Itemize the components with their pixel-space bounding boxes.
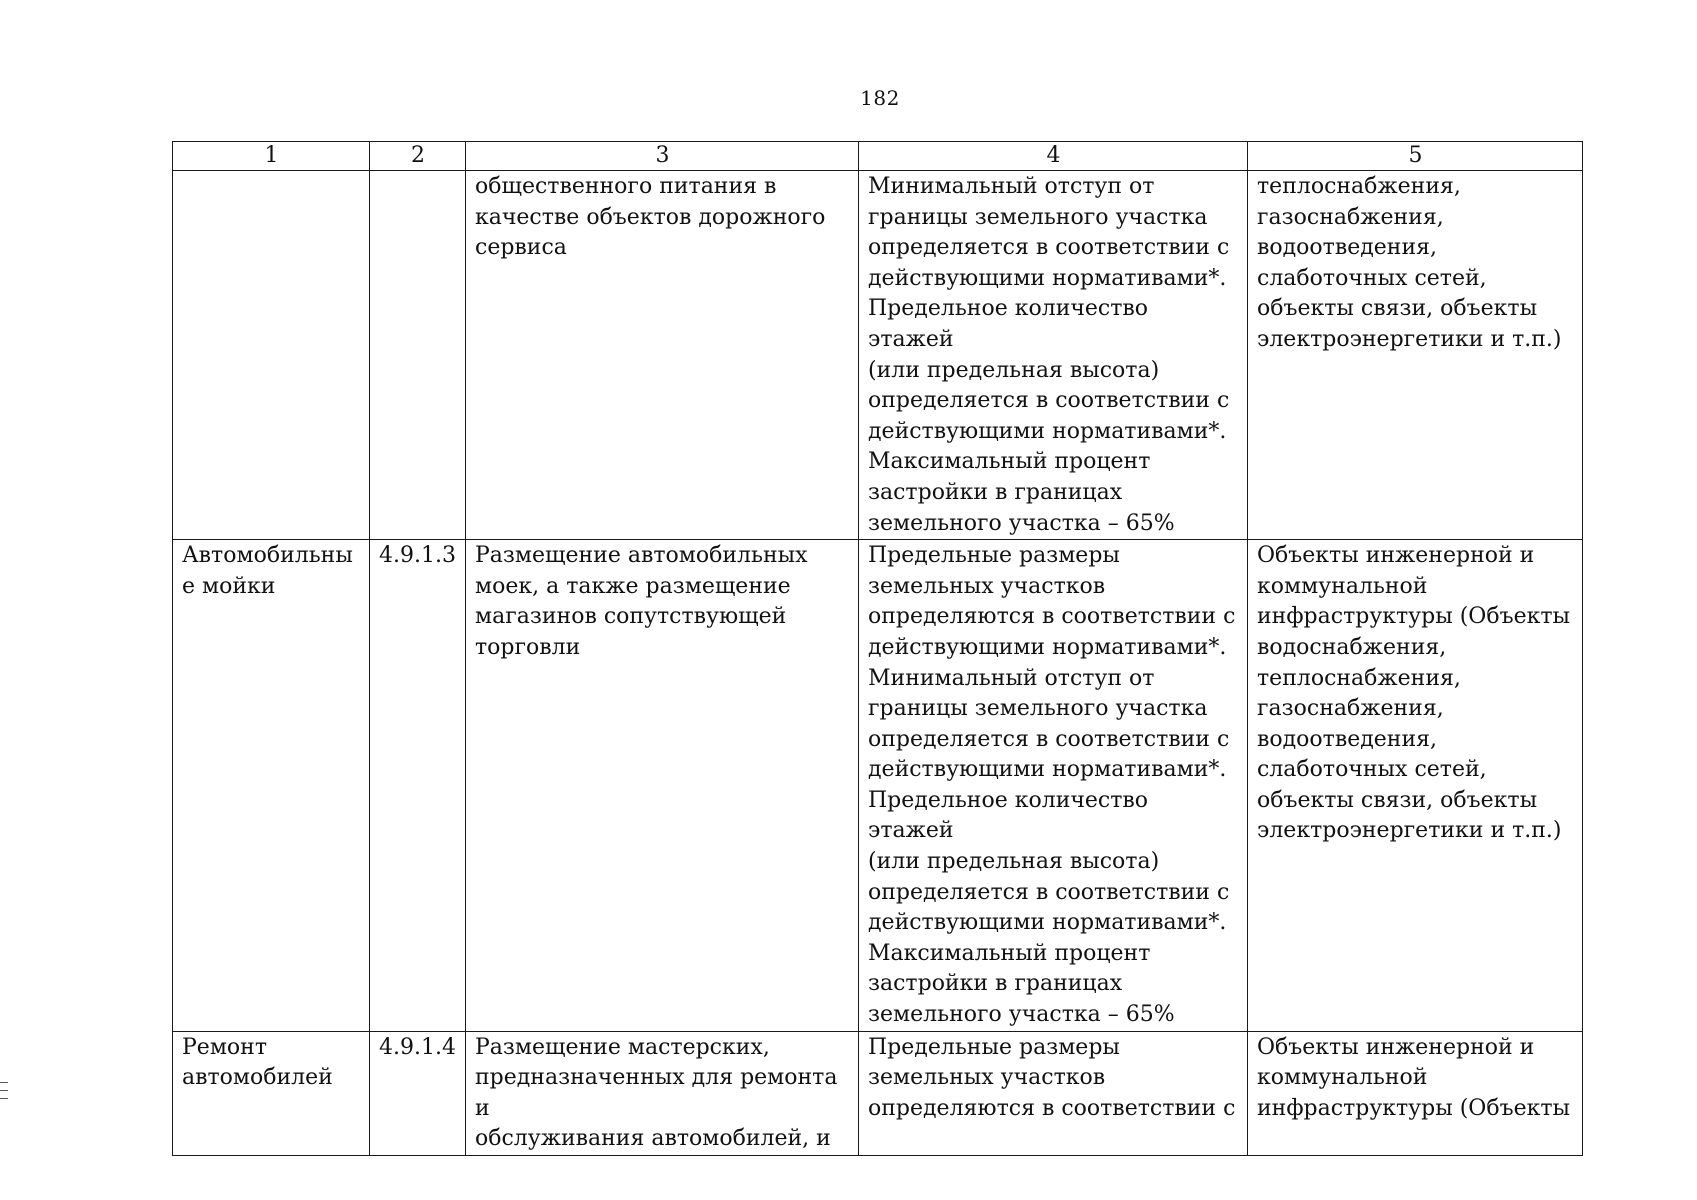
column-number-row <box>173 142 1583 171</box>
use-type-name <box>173 171 370 540</box>
scan-margin-mark <box>0 1090 8 1091</box>
column-number-3: 3 <box>466 142 859 171</box>
auxiliary-uses: теплоснабжения, газоснабжения, водоотведения, слаботочных сетей, объекты связи, объекты электроэнергетики и т.п.) <box>1248 171 1583 540</box>
table-row <box>173 1031 1583 1155</box>
use-type-description: Размещение автомобильных моек, а также размещение магазинов сопутствующей торговли <box>466 540 859 1032</box>
use-type-name: Ремонт автомобилей <box>173 1031 370 1155</box>
scan-margin-mark <box>0 1098 8 1099</box>
use-type-code <box>370 171 466 540</box>
column-number-5: 5 <box>1248 142 1583 171</box>
scan-margin-mark <box>0 1082 8 1083</box>
land-use-table <box>172 141 1583 1156</box>
construction-parameters: Минимальный отступ от границы земельного участка определяется в соответствии с действующими нормативами*. Предельное количество этажей (или предельная высота) определяется в соответствии с действующими нормативами*. Максимальный процент застройки в границах земельного участка – 65% <box>859 171 1248 540</box>
column-number-2: 2 <box>370 142 466 171</box>
column-number-1: 1 <box>173 142 370 171</box>
use-type-name: Автомобильны е мойки <box>173 540 370 1032</box>
construction-parameters: Предельные размеры земельных участков определяются в соответствии с <box>859 1031 1248 1155</box>
auxiliary-uses: Объекты инженерной и коммунальной инфраструктуры (Объекты <box>1248 1031 1583 1155</box>
table-row <box>173 540 1583 1032</box>
page-number: 182 <box>860 86 900 110</box>
use-type-description: общественного питания в качестве объектов дорожного сервиса <box>466 171 859 540</box>
auxiliary-uses: Объекты инженерной и коммунальной инфраструктуры (Объекты водоснабжения, теплоснабжения, газоснабжения, водоотведения, слаботочных сетей, объекты связи, объекты электроэнергетики и т.п.) <box>1248 540 1583 1032</box>
use-type-code: 4.9.1.4 <box>370 1031 466 1155</box>
use-type-code: 4.9.1.3 <box>370 540 466 1032</box>
use-type-description: Размещение мастерских, предназначенных для ремонта и обслуживания автомобилей, и <box>466 1031 859 1155</box>
column-number-4: 4 <box>859 142 1248 171</box>
construction-parameters: Предельные размеры земельных участков определяются в соответствии с действующими нормативами*. Минимальный отступ от границы земельного участка определяется в соответствии с действующими нормативами*. Предельное количество этажей (или предельная высота) определяется в соответствии с действующими нормативами*. Максимальный процент застройки в границах земельного участка – 65% <box>859 540 1248 1032</box>
table-row <box>173 171 1583 540</box>
